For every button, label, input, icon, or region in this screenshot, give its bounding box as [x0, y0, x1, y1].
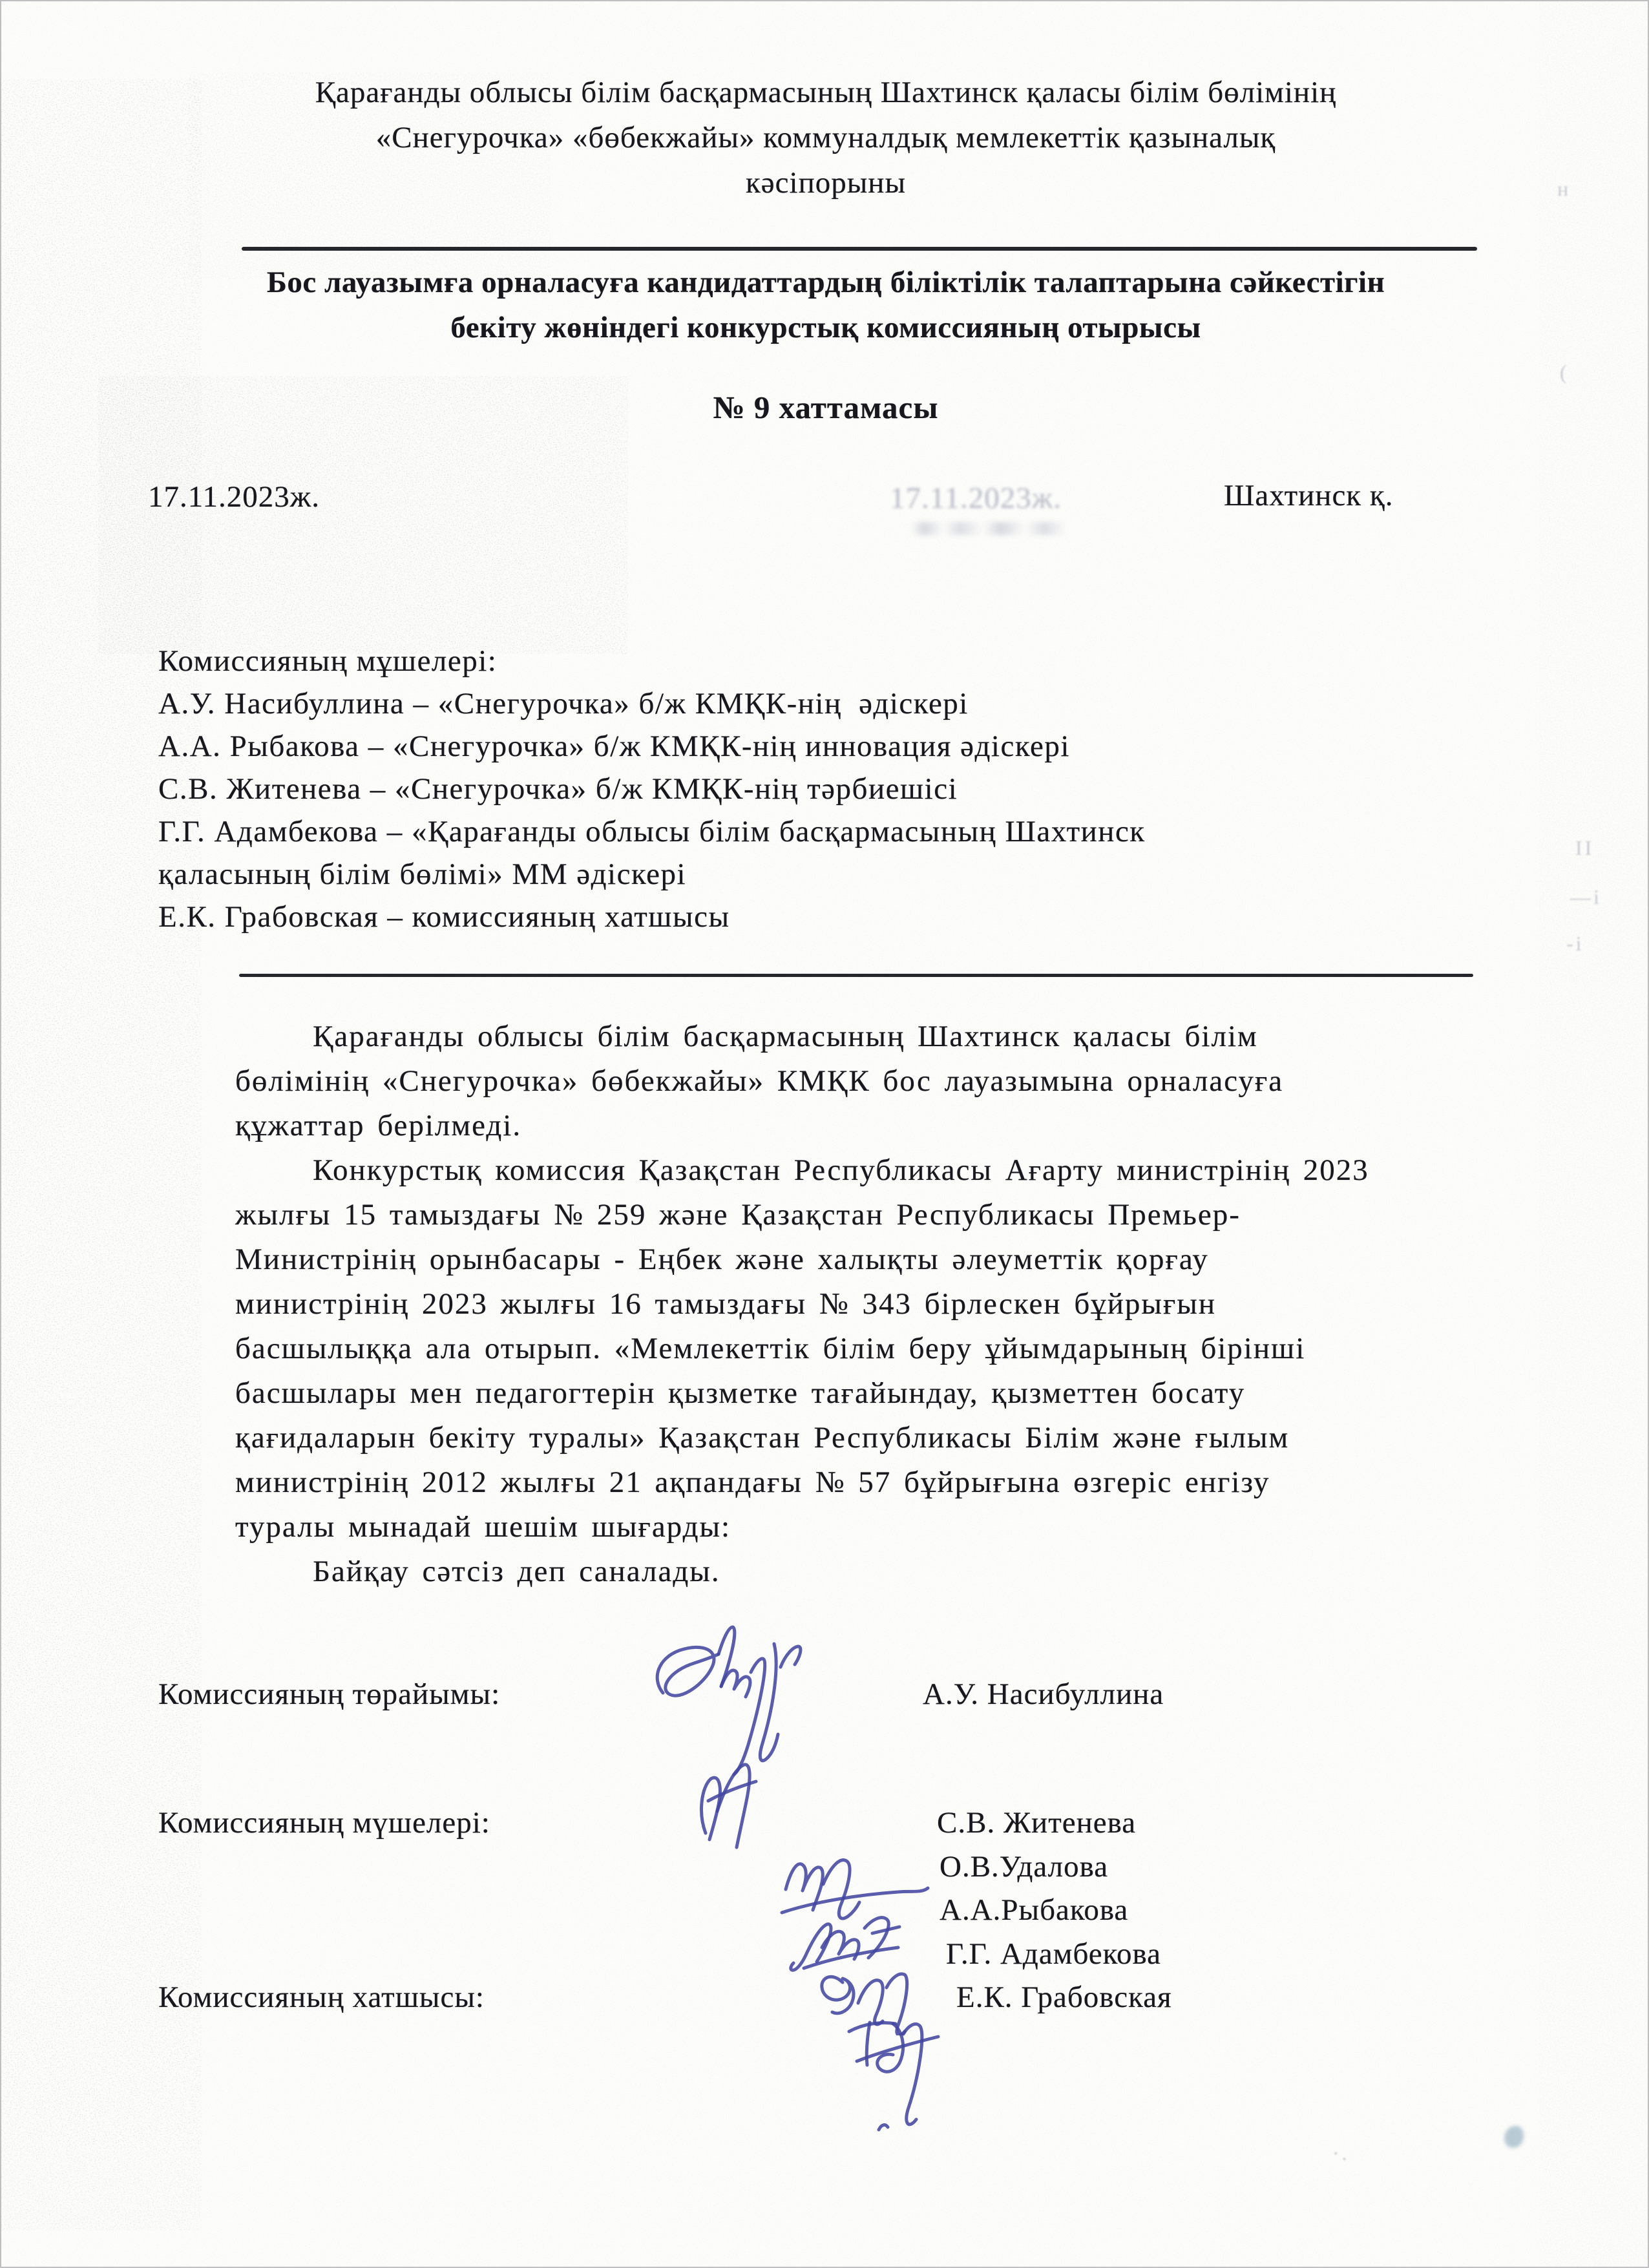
member-line: А.А. Рыбакова – «Снегурочка» б/ж КМҚК-нің инновация әдіскері — [158, 730, 1070, 763]
protocol-title: № 9 хаттамасы — [713, 390, 939, 425]
members-heading: Комиссияның мұшелері: — [158, 644, 498, 678]
member-name-udalova: О.В.Удалова — [940, 1850, 1109, 1884]
body-line: Министрінің орынбасары - Еңбек және халықты әлеуметтік қорғау — [235, 1243, 1209, 1276]
member-line: Е.К. Грабовская – комиссияның хатшысы — [158, 900, 730, 934]
commission-members-list — [158, 640, 1515, 938]
body-line: басшылары мен педагогтерін қызметке тағайындау, қызметтен босату — [235, 1376, 1246, 1410]
meeting-subtitle — [109, 260, 1543, 350]
org-header-line-3: кәсіпорыны — [745, 166, 907, 200]
scan-artifact: -і — [1566, 932, 1584, 955]
member-name-adambekova: Г.Г. Адамбекова — [946, 1937, 1161, 1971]
protocol-date: 17.11.2023ж. — [148, 480, 320, 514]
ghost-smudge — [911, 522, 1074, 535]
protocol-body — [235, 1014, 1579, 1594]
body-line: бөлімінің «Снегурочка» бөбекжайы» КМҚК бос лауазымына орналасуға — [235, 1064, 1284, 1098]
body-line: Қарағанды облысы білім басқармасының Шахтинск қаласы білім — [313, 1020, 1258, 1053]
body-line: Конкурстық комиссия Қазақстан Республикасы Ағарту министрінің 2023 — [313, 1153, 1369, 1187]
member-name-zhiteneva: С.В. Житенева — [937, 1806, 1137, 1840]
scan-artifact: ·. — [1332, 2141, 1350, 2165]
member-name-rybakova: А.А.Рыбакова — [940, 1893, 1129, 1927]
grabovskaya-signature — [834, 1989, 956, 2141]
secretary-name: Е.К. Грабовская — [956, 1980, 1172, 2014]
ghost-date-bleedthrough: 17.11.2023ж. — [890, 481, 1062, 515]
meeting-subtitle-line-2: бекіту жөніндегі конкурстық комиссияның отырысы — [450, 311, 1201, 344]
scan-artifact: —і — [1570, 885, 1602, 908]
divider-line-top — [242, 247, 1477, 251]
scan-artifact: н — [1557, 177, 1571, 200]
member-line: А.У. Насибуллина – «Снегурочка» б/ж КМҚК-нің әдіскері — [158, 687, 969, 720]
body-line: министрінің 2012 жылғы 21 ақпандағы № 57 бұйрығына өзгеріс енгізу — [235, 1465, 1270, 1499]
org-header — [109, 70, 1543, 205]
body-line: туралы мынадай шешім шығарды: — [235, 1510, 731, 1544]
protocol-city: Шахтинск қ. — [1224, 479, 1394, 512]
ink-blot-artifact — [1504, 2126, 1524, 2148]
scan-artifact: ІІ — [1575, 836, 1595, 859]
chairman-label: Комиссияның төрайымы: — [158, 1677, 501, 1711]
chairman-name: А.У. Насибуллина — [923, 1677, 1164, 1711]
scan-artifact: ( — [1560, 361, 1570, 384]
members-label: Комиссияның мүшелері: — [158, 1806, 490, 1840]
org-header-line-2: «Снегурочка» «бөбекжайы» коммуналдық мемлекеттік қазыналық — [375, 121, 1276, 154]
body-line: Байқау сәтсіз деп саналады. — [313, 1555, 720, 1588]
member-line: Г.Г. Адамбекова – «Қарағанды облысы білім басқармасының Шахтинск — [158, 815, 1146, 848]
org-header-line-1: Қарағанды облысы білім басқармасының Шахтинск қаласы білім бөлімінің — [315, 76, 1337, 109]
body-line: жылғы 15 тамыздағы № 259 және Қазақстан Республикасы Премьер- — [235, 1198, 1241, 1232]
body-line: құжаттар берілмеді. — [235, 1109, 522, 1142]
body-line: басшылыққа ала отырып. «Мемлекеттік білім беру ұйымдарының бірінші — [235, 1332, 1306, 1365]
secretary-label: Комиссияның хатшысы: — [158, 1980, 485, 2014]
member-line: қаласының білім бөлімі» ММ әдіскері — [158, 857, 687, 891]
body-line: қағидаларын бекіту туралы» Қазақстан Республикасы Білім және ғылым — [235, 1421, 1290, 1454]
body-line: министрінің 2023 жылғы 16 тамыздағы № 343 бірлескен бұйрығын — [235, 1287, 1216, 1321]
divider-line-middle — [239, 974, 1473, 977]
meeting-subtitle-line-1: Бос лауазымға орналасуға кандидаттардың біліктілік талаптарына сәйкестігін — [266, 266, 1385, 299]
member-line: С.В. Житенева – «Снегурочка» б/ж КМҚК-нің тәрбиешісі — [158, 772, 958, 806]
